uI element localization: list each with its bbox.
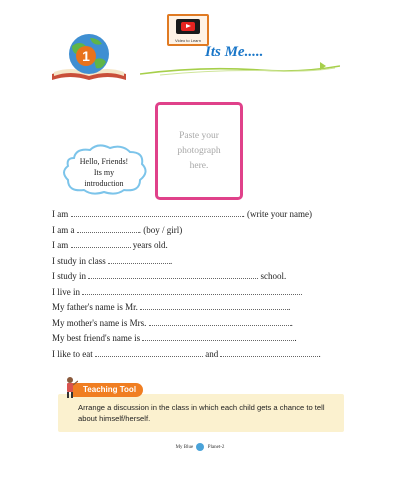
live-blank[interactable] [82, 287, 302, 295]
page-title: Its Me..... [205, 44, 264, 60]
form-line-gender: I am a . (boy / girl) [52, 224, 183, 235]
cloud-text-line3: introduction [84, 179, 124, 188]
photo-placeholder [155, 102, 243, 200]
footer-series: My Blue [175, 445, 194, 451]
food-blank-2[interactable] [220, 349, 318, 357]
video-screen [176, 19, 200, 34]
form-line-mother: My mother's name is Mrs. . [52, 317, 293, 328]
photo-text-line3: here. [189, 161, 209, 171]
footer-book: Planet-2 [207, 445, 225, 451]
form-line-class: I study in class . [52, 255, 173, 266]
photo-text-line2: photograph [177, 146, 221, 156]
form-line-age: I am years old. [52, 240, 168, 250]
planet-icon [196, 443, 204, 451]
globe-book-icon [50, 30, 128, 84]
lesson-number: 1 [82, 48, 90, 64]
form-line-name: I am . (write your name) [52, 209, 312, 219]
play-icon [181, 22, 195, 31]
gender-blank[interactable] [77, 225, 139, 233]
form-line-father: My father's name is Mr. . [52, 302, 291, 312]
form-line-live: I live in [52, 285, 342, 301]
teaching-tool-text: Arrange a discussion in the class in which each child gets a chance to tell about himself/herself. [78, 403, 325, 423]
form-line-eat: I like to eat and . [52, 348, 321, 359]
form-line-school: I study in school. [52, 271, 287, 281]
father-blank[interactable] [140, 302, 288, 310]
friend-blank[interactable] [142, 333, 294, 341]
cloud-text-line1: Hello, Friends! [79, 157, 129, 166]
food-blank-1[interactable] [95, 349, 203, 357]
footer [0, 443, 400, 451]
video-label: Video to Learn [175, 38, 201, 43]
teaching-tool-badge: Teaching Tool [71, 383, 143, 397]
title-swoosh-decoration [140, 56, 340, 76]
age-blank[interactable] [71, 240, 131, 248]
video-badge[interactable] [167, 14, 209, 46]
mother-blank[interactable] [149, 318, 291, 326]
teacher-icon [62, 376, 78, 398]
form-line-friend: My best friend's name is . [52, 333, 297, 343]
school-blank[interactable] [88, 271, 258, 279]
intro-form [52, 207, 342, 362]
name-blank[interactable] [71, 209, 243, 217]
photo-text-line1: Paste your [179, 131, 219, 141]
class-blank[interactable] [108, 256, 170, 264]
cloud-text-line2: Its my [93, 168, 115, 177]
